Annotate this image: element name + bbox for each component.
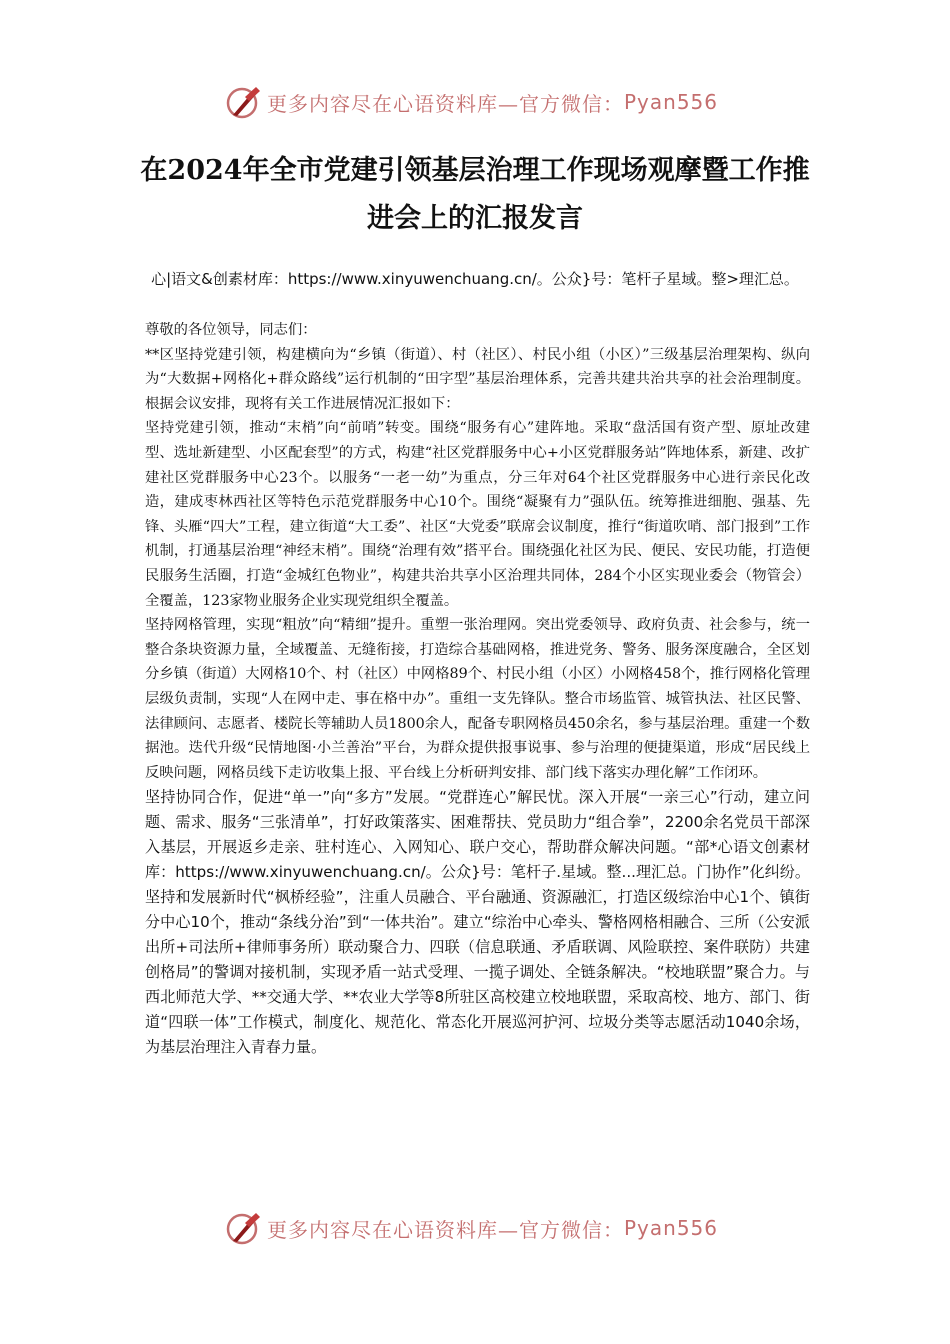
banner-text: 更多内容尽在心语资料库—官方微信： [267,1217,624,1242]
salutation: 尊敬的各位领导，同志们： [145,322,317,338]
source-line: 心|语文&创素材库：https://www.xinyuwenchuang.cn/。公众}号：笔杆子星域。整>理汇总。 [151,270,799,288]
quill-logo-icon [225,1209,263,1247]
banner-wechat-id: Pyan556 [624,90,719,114]
banner-wechat-id: Pyan556 [624,1216,719,1240]
paragraph-grid-management: 坚持网格管理，实现“粗放”向“精细”提升。重塑一张治理网。突出党委领导、政府负责、社会参与，统一整合条块资源力量，全域覆盖、无缝衔接，打造综合基础网格，推进党务、警务、服务深度融合，全区划分乡镇（街道）大网格10个、村（社区）中网格89个、村民小组（小区）小网格458个，推行网格化管理层级负责制，实现“人在网中走、事在格中办”。重组一支先锋队。整合市场监管、城管执法、社区民警、法律顾问、志愿者、楼院长等辅助人员1800余人，配备专职网格员450余名，参与基层治理。重建一个数据池。迭代升级“民情地图·小兰善治”平台，为群众提供报事说事、参与治理的便捷渠道，形成“居民线上反映问题，网格员线下走访收集上报、平台线上分析研判安排、部门线下落实办理化解”工作闭环。 [145,617,810,781]
footer-banner [225,1208,725,1248]
banner-text: 更多内容尽在心语资料库—官方微信： [267,91,624,116]
document-title: 在2024年全市党建引领基层治理工作现场观摩暨工作推进会上的汇报发言 [140,155,810,234]
header-banner [225,82,725,122]
intro-paragraph: **区坚持党建引领，构建横向为“乡镇（街道）、村（社区）、村民小组（小区）”三级基层治理架构、纵向为“大数据+网格化+群众路线”运行机制的“田字型”基层治理体系，完善共建共治共享的社会治理制度。根据会议安排，现将有关工作进展情况汇报如下： [145,346,810,412]
paragraph-collaboration: 坚持协同合作，促进“单一”向“多方”发展。“党群连心”解民忧。深入开展“一亲三心”行动，建立问题、需求、服务“三张清单”，打好政策落实、困难帮扶、党员助力“组合拳”，2200余名党员干部深入基层，开展返乡走亲、驻村连心、入网知心、联户交心，帮助群众解决问题。“部*心语文创素材库：https://www.xinyuwenchuang.cn/。公众}号：笔杆子.星域。整...理汇总。门协作”化纠纷。坚持和发展新时代“枫桥经验”，注重人员融合、平台融通、资源融汇，打造区级综治中心1个、镇街分中心10个，推动“条线分治”到“一体共治”。建立“综治中心牵头、警格网格相融合、三所（公安派出所+司法所+律师事务所）联动聚合力、四联（信息联通、矛盾联调、风险联控、案件联防）共建创格局”的警调对接机制，实现矛盾一站式受理、一揽子调处、全链条解决。“校地联盟”聚合力。与西北师范大学、**交通大学、**农业大学等8所驻区高校建立校地联盟，采取高校、地方、部门、街道“四联一体”工作模式，制度化、规范化、常态化开展巡河护河、垃圾分类等志愿活动1040余场，为基层治理注入青春力量。 [145,788,810,1057]
document-body [145,318,810,1060]
quill-logo-icon [225,83,263,121]
paragraph-party-leadership: 坚持党建引领，推动“末梢”向“前哨”转变。围绕“服务有心”建阵地。采取“盘活国有资产型、原址改建型、选址新建型、小区配套型”的方式，构建“社区党群服务中心+小区党群服务站”阵地体系，新建、改扩建社区党群服务中心23个。以服务“一老一幼”为重点，分三年对64个社区党群服务中心进行亲民化改造，建成枣林西社区等特色示范党群服务中心10个。围绕“凝聚有力”强队伍。统筹推进细胞、强基、先锋、头雁“四大”工程，建立街道“大工委”、社区“大党委”联席会议制度，推行“街道吹哨、部门报到”工作机制，打通基层治理“神经末梢”。围绕“治理有效”搭平台。围绕强化社区为民、便民、安民功能，打造便民服务生活圈，打造“金城红色物业”，构建共治共享小区治理共同体，284个小区实现业委会（物管会）全覆盖，123家物业服务企业实现党组织全覆盖。 [145,420,810,609]
